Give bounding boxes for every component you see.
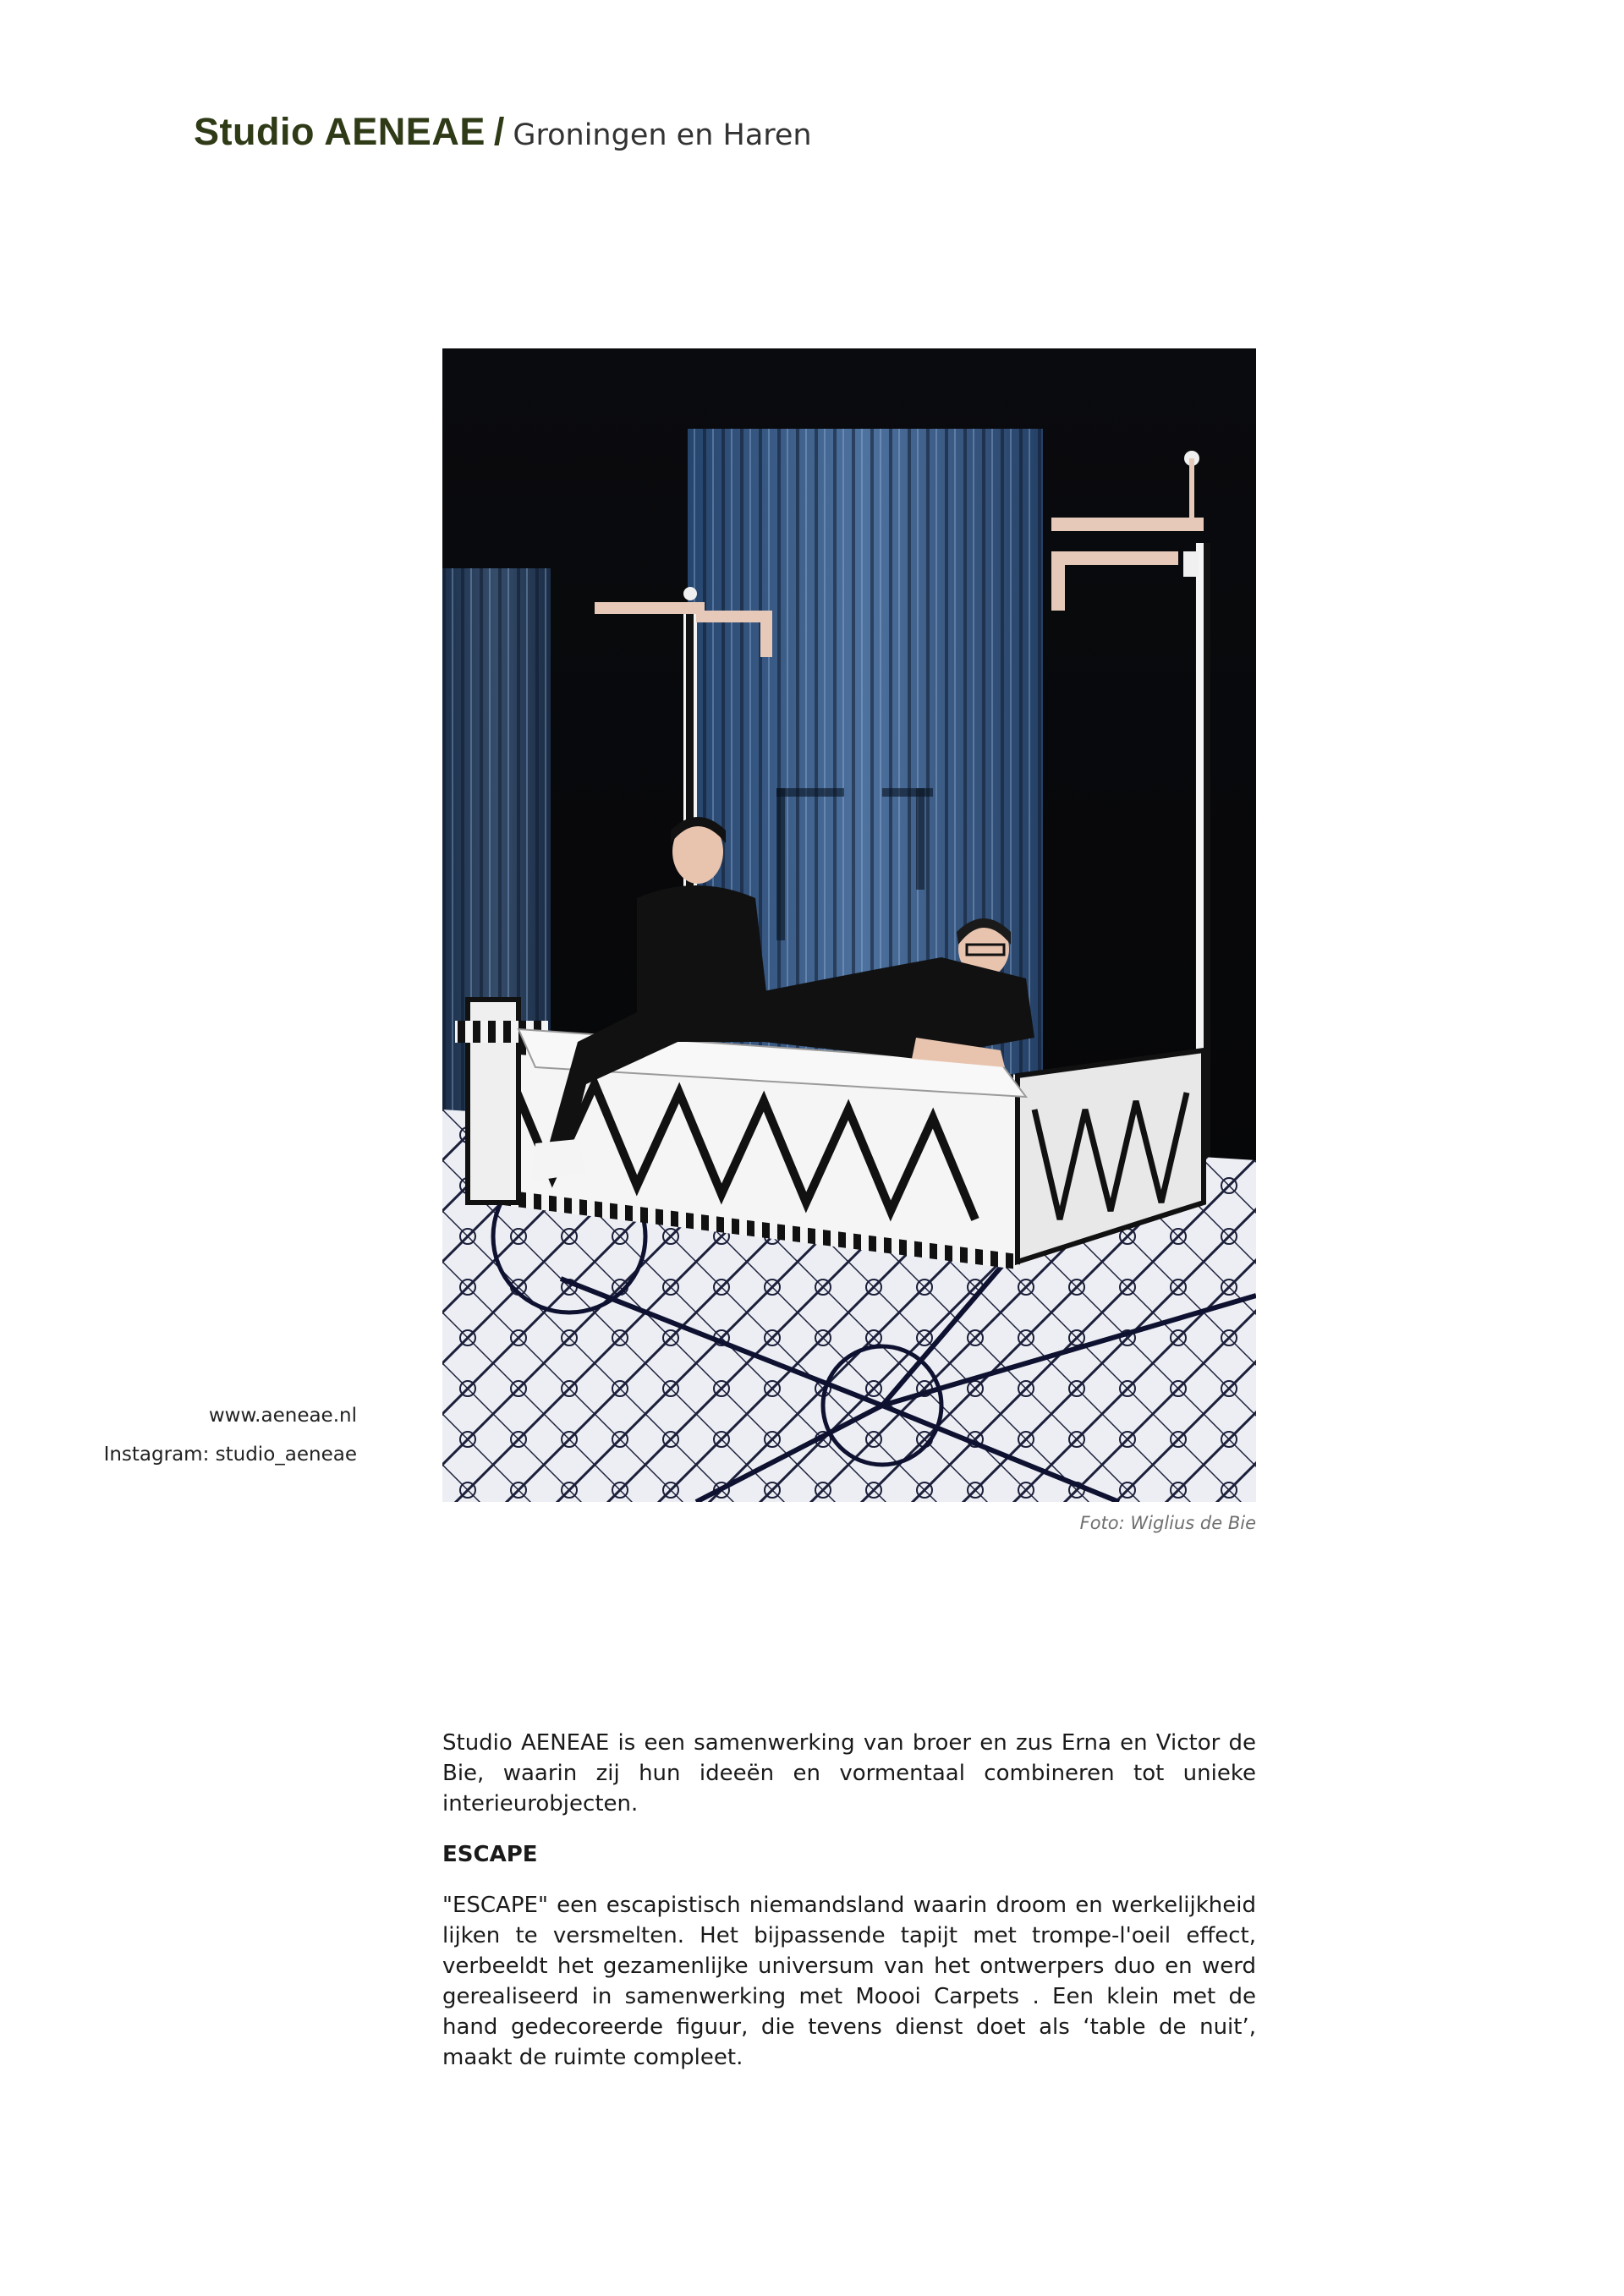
contact-links xyxy=(104,1396,357,1474)
intro-paragraph: Studio AENEAE is een samenwerking van broer en zus Erna en Victor de Bie, waarin zij hun ideeën en vormentaal combineren tot unieke interieurobjecten. xyxy=(442,1730,1256,1817)
photo-illustration xyxy=(442,348,1256,1502)
escape-paragraph: "ESCAPE" een escapistisch niemandsland waarin droom en werkelijkheid lijken te versmelten. Het bijpassende tapijt met trompe-l'oeil effect, verbeeldt het gezamenlijke universum van het ontwerpers duo en werd gerealiseerd in samenwerking met Moooi Carpets . Een klein met de hand gedecoreerde figuur, die tevens dienst doet als ‘table de nuit’, maakt de ruimte compleet. xyxy=(442,1893,1256,2070)
section-heading: ESCAPE xyxy=(442,1842,538,1867)
title-separator: / xyxy=(493,110,505,153)
article-body xyxy=(442,1728,1256,2093)
photo-credit: Foto: Wiglius de Bie xyxy=(1079,1513,1256,1533)
studio-photo xyxy=(442,348,1256,1502)
page-header xyxy=(194,107,812,166)
studio-location: Groningen en Haren xyxy=(513,118,812,152)
instagram-link[interactable]: Instagram: studio_aeneae xyxy=(103,1444,357,1466)
website-link[interactable]: www.aeneae.nl xyxy=(208,1405,357,1427)
studio-name: Studio AENEAE xyxy=(194,110,486,153)
